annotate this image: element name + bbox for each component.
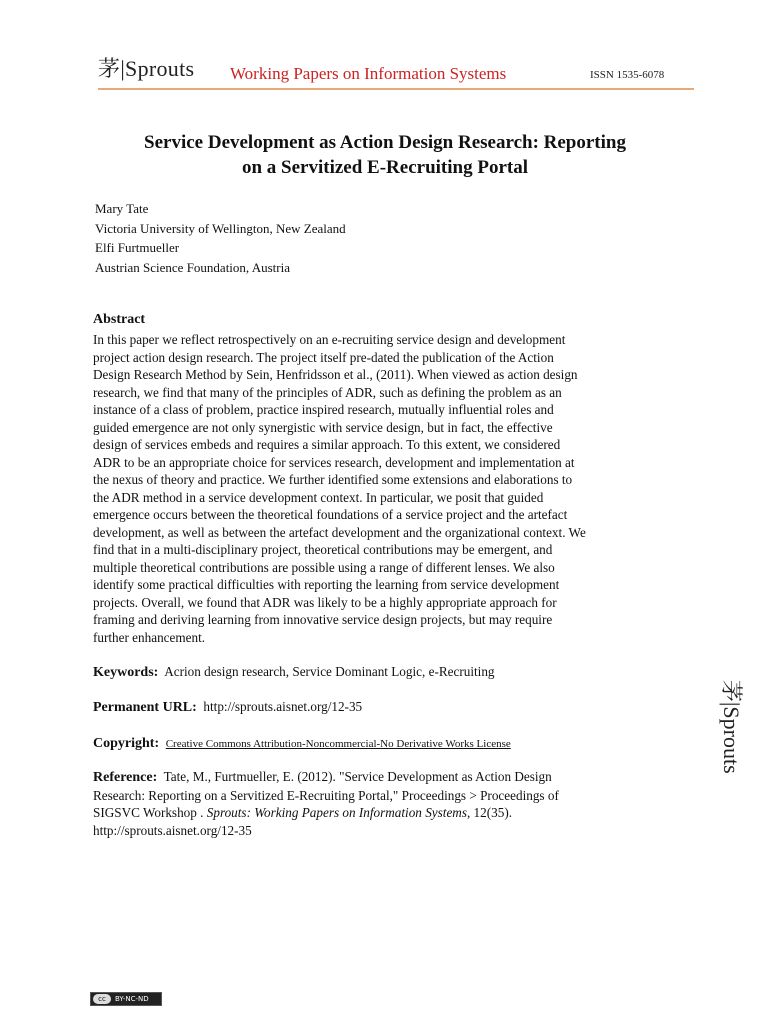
header-rule	[98, 88, 694, 90]
abstract-line: Design Research Method by Sein, Henfridsson et al., (2011). When viewed as action design	[93, 367, 578, 382]
license-link[interactable]: Creative Commons Attribution-Noncommercial-No Derivative Works License	[165, 738, 511, 750]
abstract-line: multiple theoretical contributions are possible using a range of different lenses. We also	[93, 559, 555, 575]
title-line-1: Service Development as Action Design Research: Reporting	[144, 132, 626, 153]
abstract-line: projects. Overall, we found that ADR was likely to be a highly appropriate approach for	[93, 594, 557, 610]
abstract-line: the nexus of theory and practice. We further identified some extensions and elaborations to	[93, 472, 573, 487]
abstract-line: design of services embeds and requires a similar approach. To this extent, we considered	[93, 437, 561, 452]
author-affiliation: Austrian Science Foundation, Austria	[95, 259, 290, 275]
issn: ISSN 1535-6078	[590, 69, 665, 81]
abstract-line: ADR to be an appropriate choice for services research, development and implementation at	[93, 454, 575, 470]
series-title: Working Papers on Information Systems	[230, 64, 507, 83]
abstract-line: guided emergence are not only synergistic with service design, but in fact, the effective	[93, 419, 553, 435]
abstract-line: instance of a class of problem, practice inspired research, mutually influential roles and	[93, 402, 554, 417]
title-line-2: on a Servitized E-Recruiting Portal	[241, 157, 528, 178]
paper-title	[80, 130, 690, 180]
abstract-line: further enhancement.	[93, 629, 206, 645]
keywords-label: Keywords:	[93, 665, 159, 680]
reference-line: Research: Reporting on a Servitized E-Recruiting Portal," Proceedings > Proceedings of	[93, 787, 559, 803]
abstract-line: development, as well as between the artefact development and the organizational context. We	[93, 524, 586, 540]
page-header	[98, 52, 694, 92]
reference	[93, 768, 559, 839]
abstract-line: research, we find that many of the principles of ADR, such as defining the problem as an	[93, 384, 562, 400]
permanent-url	[93, 698, 362, 717]
abstract-line: identify some practical difficulties with reporting the learning from service development	[93, 577, 560, 592]
side-sprouts-logo	[719, 680, 748, 800]
logo-text: Sprouts	[125, 56, 195, 81]
copyright-label: Copyright:	[93, 736, 160, 751]
abstract-heading: Abstract	[93, 312, 146, 327]
side-logo-text: 茅|Sprouts	[719, 680, 744, 774]
author-name: Elfi Furtmueller	[95, 240, 180, 255]
abstract-line: emergence occurs between the theoretical foundations of a service project and the artefact	[93, 507, 568, 522]
cc-badge-text: BY-NC-ND	[115, 995, 149, 1003]
abstract-body	[93, 331, 693, 646]
reference-line: SIGSVC Workshop .	[93, 805, 207, 820]
keywords-value: Acrion design research, Service Dominant Logic, e-Recruiting	[164, 664, 495, 679]
permanent-url-link[interactable]: http://sprouts.aisnet.org/12-35	[203, 699, 363, 714]
abstract-line: framing and deriving learning from innovative service design projects, but may require	[93, 612, 553, 627]
cc-license-badge[interactable]	[90, 992, 162, 1006]
reference-label: Reference:	[93, 770, 158, 785]
sprouts-logo: 茅|Sprouts	[98, 56, 195, 82]
abstract-line: In this paper we reflect retrospectively on an e-recruiting service design and development	[93, 332, 566, 347]
permanent-url-label: Permanent URL:	[93, 700, 197, 715]
abstract-line: find that in a multi-disciplinary project, theoretical contributions may be emergent, and	[93, 542, 553, 557]
author-block	[95, 199, 346, 277]
reference-line: Tate, M., Furtmueller, E. (2012). "Service Development as Action Design	[163, 769, 552, 784]
reference-journal: Sprouts: Working Papers on Information Systems	[206, 805, 467, 820]
abstract-line: project action design research. The project itself pre-dated the publication of the Action	[93, 349, 554, 365]
cc-icon: cc	[93, 994, 111, 1004]
abstract-line: the ADR method in a service development context. In particular, we posit that guided	[93, 489, 544, 505]
copyright	[93, 734, 511, 754]
author-affiliation: Victoria University of Wellington, New Zealand	[95, 220, 346, 236]
logo-glyph: 茅	[98, 57, 121, 82]
keywords	[93, 663, 495, 682]
author-name: Mary Tate	[95, 201, 149, 216]
reference-line: , 12(35).	[466, 805, 513, 820]
reference-url[interactable]: http://sprouts.aisnet.org/12-35	[93, 822, 252, 838]
